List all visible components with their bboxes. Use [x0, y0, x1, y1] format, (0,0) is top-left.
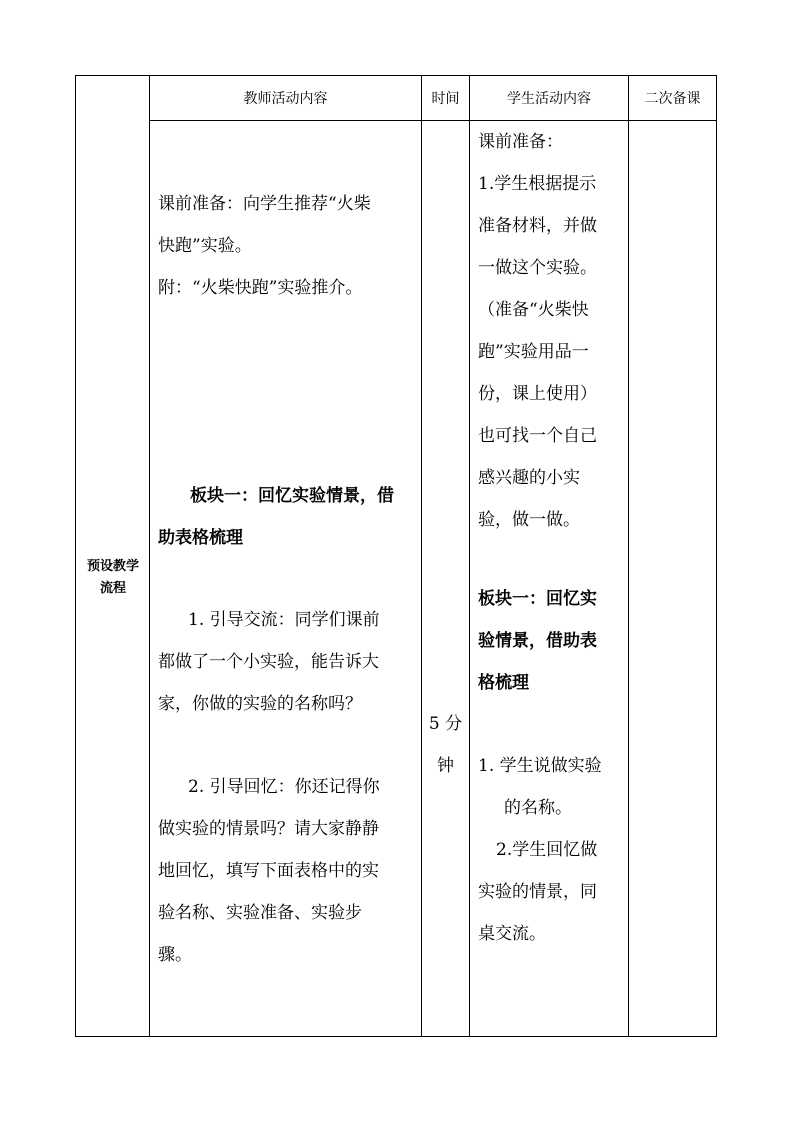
- student-block1-line2: 验情景，借助表: [478, 631, 597, 651]
- student-line4: 一做这个实验。: [478, 258, 597, 278]
- header-teacher-activity: 教师活动内容: [243, 91, 328, 107]
- teacher-step2: [158, 766, 420, 976]
- student-line9: 感兴趣的小实: [478, 468, 580, 488]
- row-label-line1: 预设教学: [86, 559, 139, 574]
- teacher-prep-line1: 课前准备：向学生推荐“火柴: [158, 194, 371, 214]
- teacher-step1-line2: 都做了一个小实验，能告诉大: [158, 652, 379, 672]
- header-bottom-border: [149, 120, 717, 121]
- student-line1: 课前准备：: [478, 132, 563, 152]
- teacher-step1: [158, 599, 420, 725]
- table-bottom-border: [75, 1036, 717, 1037]
- student-block1-line3: 格梳理: [478, 673, 529, 693]
- teacher-step2-line1: 2. 引导回忆：你还记得你: [188, 777, 380, 797]
- header-student-activity: 学生活动内容: [507, 91, 591, 107]
- teacher-step1-line3: 家，你做的实验的名称吗？: [158, 694, 362, 714]
- header-second-prep: 二次备课: [644, 91, 701, 107]
- col-divider-teacher: [421, 75, 422, 1037]
- student-prep-block: [478, 121, 628, 541]
- time-line1: 5 分: [428, 714, 463, 734]
- student-activity-block: [478, 745, 628, 955]
- student-line10: 验，做一做。: [478, 510, 580, 530]
- student-block1-line1: 板块一：回忆实: [478, 589, 597, 609]
- time-line2: 钟: [437, 756, 454, 776]
- teacher-prep-line3: 附：“火柴快跑”实验推介。: [158, 278, 363, 298]
- header-time: 时间: [431, 91, 460, 107]
- student-line2: 1.学生根据提示: [478, 174, 597, 194]
- teacher-prep-line2: 快跑”实验。: [158, 236, 252, 256]
- teacher-step2-line3: 地回忆，填写下面表格中的实: [158, 861, 379, 881]
- student-activity-line3: 2.学生回忆做: [496, 840, 598, 860]
- col-divider-time: [469, 75, 470, 1037]
- time-cell: [422, 703, 469, 787]
- student-line7: 份，课上使用）: [478, 384, 597, 404]
- student-block1-heading: [478, 578, 628, 704]
- student-line8: 也可找一个自己: [478, 426, 597, 446]
- row-label-teaching-process: [76, 120, 150, 1036]
- student-activity-line1: 1. 学生说做实验: [478, 756, 602, 776]
- teacher-block1-line2: 助表格梳理: [158, 528, 243, 548]
- student-line5: （准备“火柴快: [478, 300, 589, 320]
- teacher-block1-line1: 板块一：回忆实验情景，借: [190, 486, 394, 506]
- teacher-step2-line4: 验名称、实验准备、实验步: [158, 903, 362, 923]
- student-line6: 跑”实验用品一: [478, 342, 589, 362]
- table-right-border: [716, 75, 717, 1037]
- student-activity-line2: 的名称。: [504, 798, 572, 818]
- teacher-step1-line1: 1. 引导交流：同学们课前: [188, 610, 380, 630]
- col-divider-student: [628, 75, 629, 1037]
- teacher-step2-line2: 做实验的情景吗？请大家静静: [158, 819, 379, 839]
- row-label-line2: 流程: [99, 581, 126, 596]
- student-activity-line4: 实验的情景，同: [478, 882, 597, 902]
- teacher-prep-block: [158, 183, 420, 309]
- teacher-block1-heading: [158, 475, 420, 559]
- student-activity-line5: 桌交流。: [478, 924, 546, 944]
- teacher-step2-line5: 骤。: [158, 945, 192, 965]
- student-line3: 准备材料，并做: [478, 216, 597, 236]
